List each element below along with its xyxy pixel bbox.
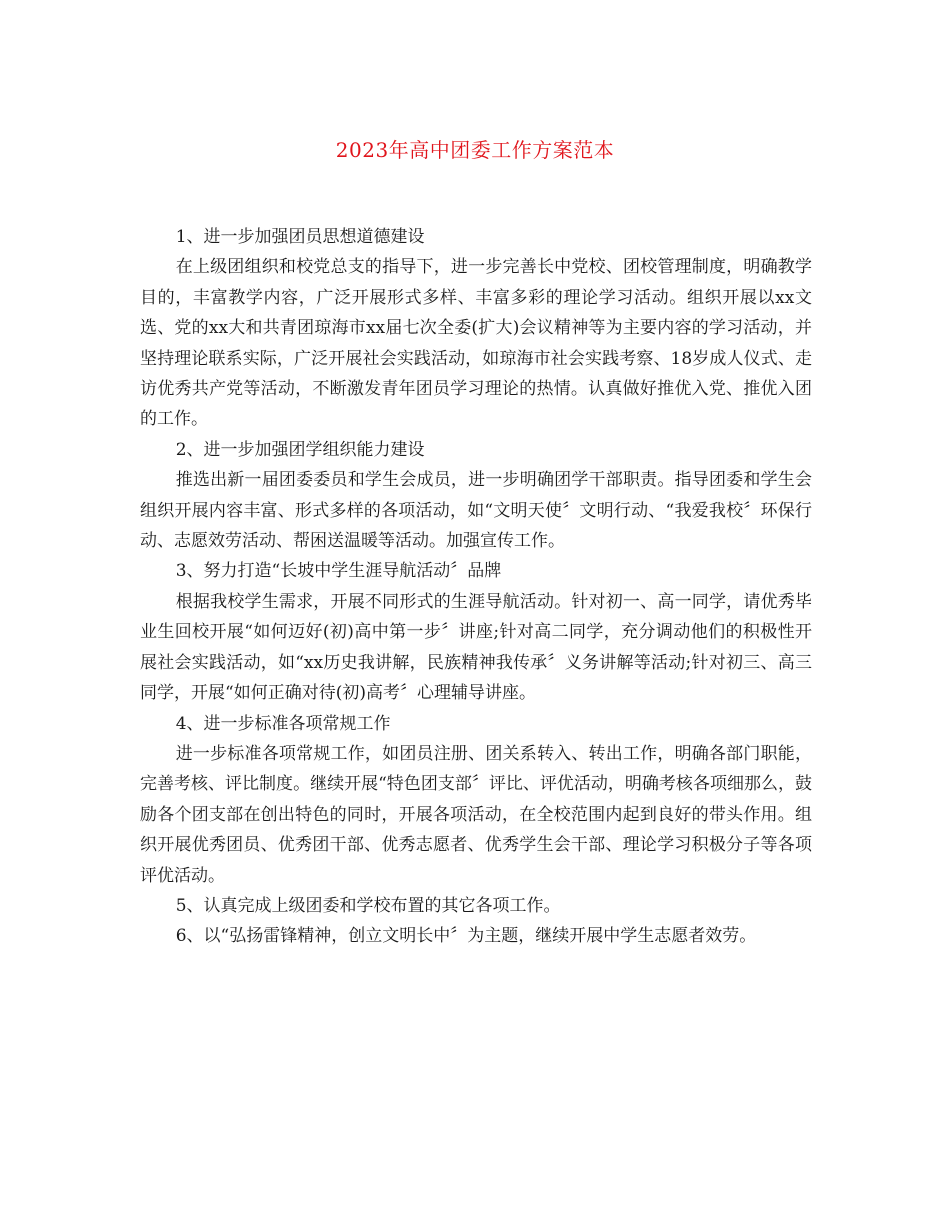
heading-ideology: 1、进一步加强团员思想道德建设 (175, 227, 425, 247)
item-other-tasks: 5、认真完成上级团委和学校布置的其它各项工作。 (175, 895, 561, 916)
heading-organization: 2、进一步加强团学组织能力建设 (175, 439, 425, 460)
document-body (140, 222, 812, 952)
paragraph-organization: 推选出新一届团委委员和学生会成员，进一步明确团学干部职责。指导团委和学生会组织开展内容丰富、形式多样的各项活动，如“文明天使〞文明行动、“我爱我校〞环保行动、志愿效劳活动、帮困送温暖等活动。加强宣传工作。 (140, 470, 812, 552)
paragraph-career-guidance: 根据我校学生需求，开展不同形式的生涯导航活动。针对初一、高一同学，请优秀毕业生回校开展“如何迈好(初)高中第一步〞讲座;针对高二同学，充分调动他们的积极性开展社会实践活动，如“xx历史我讲解，民族精神我传承〞义务讲解等活动;针对初三、高三同学，开展“如何正确对待(初)高考〞心理辅导讲座。 (140, 591, 812, 704)
item-volunteer-service: 6、以“弘扬雷锋精神，创立文明长中〞为主题，继续开展中学生志愿者效劳。 (175, 926, 757, 947)
heading-routine-work: 4、进一步标准各项常规工作 (175, 713, 391, 734)
paragraph-ideology: 在上级团组织和校党总支的指导下，进一步完善长中党校、团校管理制度，明确教学目的，丰富教学内容，广泛开展形式多样、丰富多彩的理论学习活动。组织开展以xx文选、党的xx大和共青团琼海市xx届七次全委(扩大)会议精神等为主要内容的学习活动，并坚持理论联系实际，广泛开展社会实践活动，如琼海市社会实践考察、18岁成人仪式、走访优秀共产党等活动，不断激发青年团员学习理论的热情。认真做好推优入党、推优入团的工作。 (140, 257, 812, 430)
heading-career-guidance: 3、努力打造“长坡中学生涯导航活动〞品牌 (175, 561, 502, 582)
paragraph-routine-work: 进一步标准各项常规工作，如团员注册、团关系转入、转出工作，明确各部门职能，完善考核、评比制度。继续开展“特色团支部〞评比、评优活动，明确考核各项细那么，鼓励各个团支部在创出特色的同时，开展各项活动，在全校范围内起到良好的带头作用。组织开展优秀团员、优秀团干部、优秀志愿者、优秀学生会干部、理论学习积极分子等各项评优活动。 (140, 743, 812, 886)
document-title: 2023年高中团委工作方案范本 (335, 138, 615, 162)
